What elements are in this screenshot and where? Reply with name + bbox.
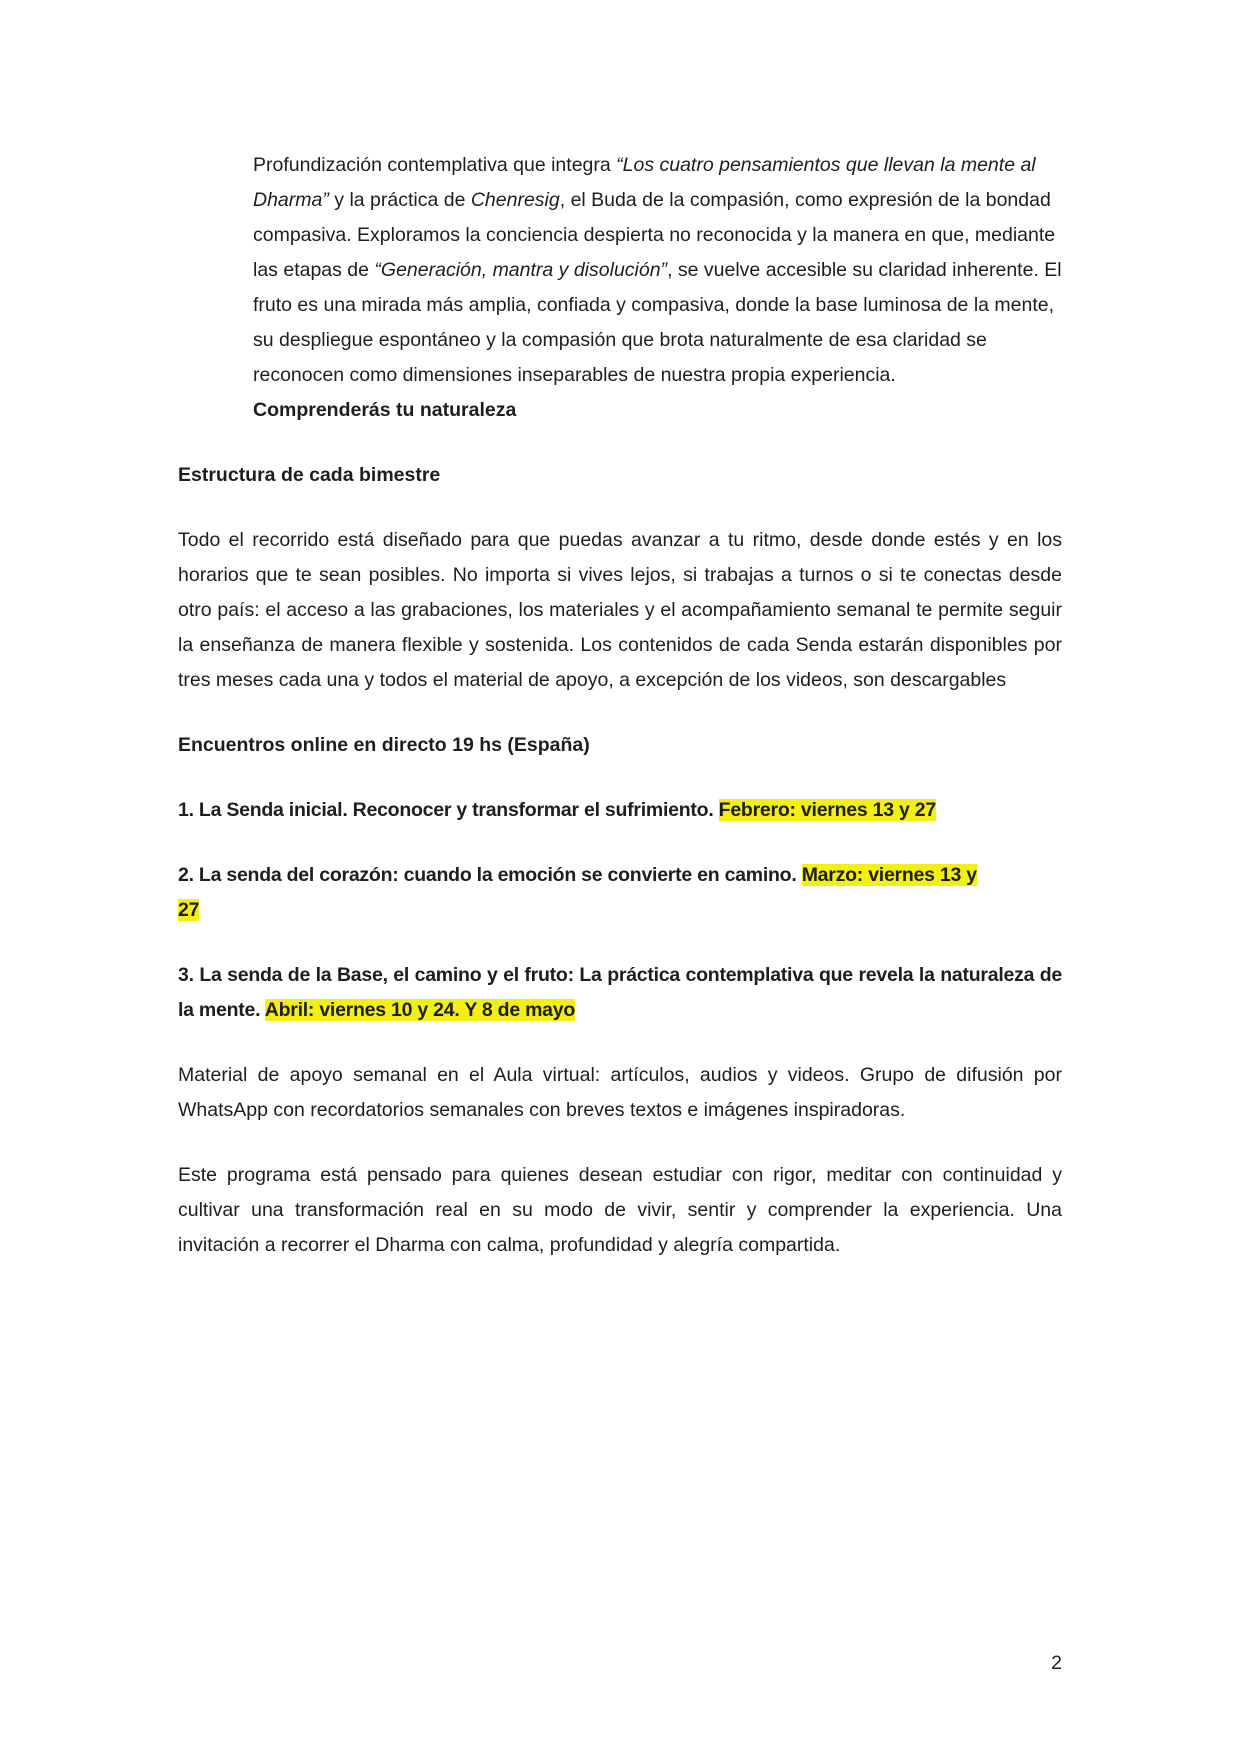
heading-encuentros-online: Encuentros online en directo 19 hs (España) (178, 734, 590, 756)
paragraph-este-programa: Este programa está pensado para quienes desean estudiar con rigor, meditar con continuidad y cultivar una transformación real en su modo de vivir, sentir y comprender la experiencia. Una invitación a recorrer el Dharma con calma, profundidad y alegría compartida. (178, 1164, 1062, 1256)
paragraph-estructura-body: Todo el recorrido está diseñado para que puedas avanzar a tu ritmo, desde donde estés y en los horarios que te sean posibles. No importa si vives lejos, si trabajas a turnos o si te conectas desde otro país: el acceso a las grabaciones, los materiales y el acompañamiento semanal te permite seguir la enseñanza de manera flexible y sostenida. Los contenidos de cada Senda estarán disponibles por tres meses cada una y todos el material de apoyo, a excepción de los videos, son descargables (178, 529, 1062, 691)
session-item-2: 2. La senda del corazón: cuando la emoción se convierte en camino. Marzo: viernes 13 y 27 (178, 864, 977, 921)
heading-estructura-bimestre: Estructura de cada bimestre (178, 464, 441, 486)
session-item-3: 3. La senda de la Base, el camino y el fruto: La práctica contemplativa que revela la naturaleza de la mente. Abril: viernes 10 y 24. Y 8 de mayo (178, 964, 1062, 1021)
paragraph-material-apoyo: Material de apoyo semanal en el Aula virtual: artículos, audios y videos. Grupo de difusión por WhatsApp con recordatorios semanales con breves textos e imágenes inspiradoras. (178, 1064, 1062, 1121)
page-number: 2 (1051, 1652, 1062, 1674)
intro-paragraph: Profundización contemplativa que integra “Los cuatro pensamientos que llevan la mente al Dharma” y la práctica de Chenresig, el Buda de la compasión, como expresión de la bondad compasiva. Exploramos la conciencia despierta no reconocida y la manera en que, mediante las etapas de “Generación, mantra y disolución”, se vuelve accesible su claridad inherente. El fruto es una mirada más amplia, confiada y compasiva, donde la base luminosa de la mente, su despliegue espontáneo y la compasión que brota naturalmente de esa claridad se reconocen como dimensiones inseparables de nuestra propia experiencia. Comprenderás tu naturaleza (253, 154, 1062, 421)
page-content (178, 148, 1062, 1293)
session-item-1: 1. La Senda inicial. Reconocer y transformar el sufrimiento. Febrero: viernes 13 y 27 (178, 799, 936, 821)
